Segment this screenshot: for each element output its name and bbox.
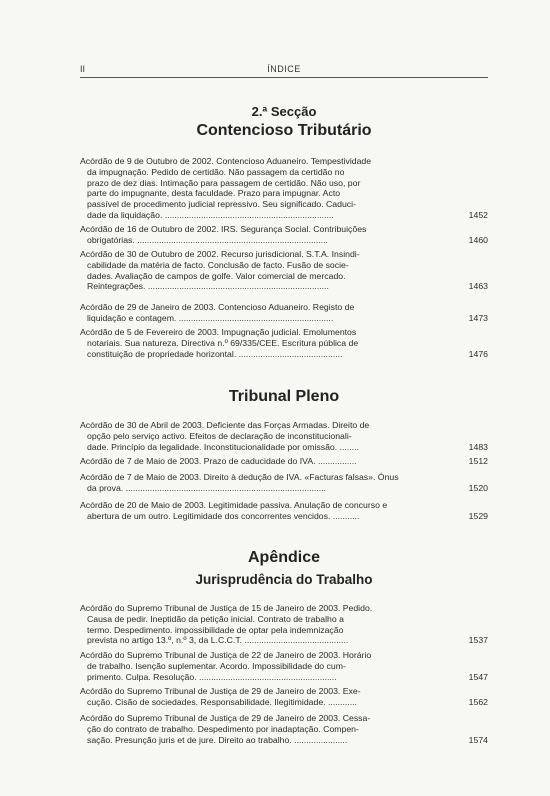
index-entry bbox=[80, 650, 488, 682]
entry-line: da prova. ................................................................................... bbox=[87, 482, 326, 493]
entry-line: Causa de pedir. Ineptidão da petição inicial. Contrato de trabalho a bbox=[87, 613, 344, 624]
entry-line: Acórdão de 30 de Abril de 2003. Deficiente das Forças Armadas. Direito de bbox=[80, 420, 370, 430]
entry-line: ção do contrato de trabalho. Despedimento por inadaptação. Compen- bbox=[87, 723, 359, 734]
entry-text bbox=[80, 472, 436, 494]
entry-line: sação. Presunção juris et de jure. Direito ao trabalho. ...................... bbox=[87, 734, 348, 745]
entry-text bbox=[80, 156, 436, 221]
entry-page-number: 1547 bbox=[468, 671, 488, 682]
page-number-roman: II bbox=[80, 64, 86, 74]
entry-page-number: 1529 bbox=[468, 510, 488, 521]
entry-line: Acórdão de 29 de Janeiro de 2003. Contencioso Aduaneiro. Registo de bbox=[80, 302, 355, 312]
entry-text bbox=[80, 302, 436, 324]
index-entry bbox=[80, 472, 488, 494]
index-entry bbox=[80, 249, 488, 292]
entry-page-number: 1460 bbox=[468, 234, 488, 245]
entry-line: Acórdão do Supremo Tribunal de Justiça de 29 de Janeiro de 2003. Exe- bbox=[80, 686, 361, 696]
entry-line: Acórdão de 20 de Maio de 2003. Legitimidade passiva. Anulação de concurso e bbox=[80, 500, 388, 510]
entry-line: Acórdão do Supremo Tribunal de Justiça de 15 de Janeiro de 2003. Pedido. bbox=[80, 603, 373, 613]
entry-line: opção pelo serviço activo. Efeitos de declaração de inconstitucionali- bbox=[87, 430, 352, 441]
entry-text bbox=[80, 500, 436, 522]
entry-line: liquidação e contagem. ................................................................ bbox=[87, 312, 334, 323]
entry-page-number: 1520 bbox=[468, 482, 488, 493]
entry-text bbox=[80, 249, 436, 292]
entry-text bbox=[80, 327, 436, 359]
entry-line: constituição de propriedade horizontal. ........................................... bbox=[87, 348, 343, 359]
entry-line: Acórdão do Supremo Tribunal de Justiça de 22 de Janeiro de 2003. Horário bbox=[80, 650, 372, 660]
entry-line: notariais. Sua natureza. Directiva n.º 69/335/CEE. Escritura pública de bbox=[87, 337, 359, 348]
entry-line: Acórdão de 5 de Fevereiro de 2003. Impugnação judicial. Emolumentos bbox=[80, 327, 357, 337]
index-entry bbox=[80, 327, 488, 359]
index-entry bbox=[80, 420, 488, 452]
entry-line: prazo de dez dias. Intimação para passagem de certidão. Não uso, por bbox=[87, 177, 361, 188]
index-entry bbox=[80, 302, 488, 324]
index-entry bbox=[80, 156, 488, 221]
entry-text bbox=[80, 686, 436, 708]
appendix-title: Apêndice bbox=[247, 549, 320, 566]
section-kicker: 2.ª Secção bbox=[251, 104, 317, 119]
index-entry bbox=[80, 603, 488, 646]
entry-line: dade da liquidação. ...................................................................... bbox=[87, 209, 334, 220]
entry-line: Acórdão de 7 de Maio de 2003. Direito à dedução de IVA. «Facturas falsas». Ónus bbox=[80, 472, 399, 482]
entry-line: dades. Avaliação de campos de golfe. Valor comercial de mercado. bbox=[87, 270, 346, 281]
entry-line: termo. Despedimento. impossibilidade de optar pela indemnização bbox=[87, 624, 344, 635]
entry-text bbox=[80, 420, 436, 452]
entry-line: Acórdão de 7 de Maio de 2003. Prazo de caducidade do IVA. ................ bbox=[80, 456, 357, 466]
index-entry bbox=[80, 456, 488, 467]
entry-text bbox=[80, 713, 436, 745]
entry-text bbox=[80, 456, 436, 467]
entry-page-number: 1452 bbox=[468, 209, 488, 220]
index-entry bbox=[80, 713, 488, 745]
entry-line: prevista no artigo 13.º, n.º 3, da L.C.C.T. ........................................... bbox=[87, 635, 349, 646]
entry-page-number: 1483 bbox=[468, 441, 488, 452]
section-title-pleno: Tribunal Pleno bbox=[228, 388, 340, 405]
entry-line: passível de procedimento judicial repressivo. Seu significado. Caduci- bbox=[87, 199, 356, 210]
running-header bbox=[80, 62, 488, 76]
entry-line: abertura de um outro. Legitimidade dos concorrentes vencidos. ........... bbox=[87, 510, 360, 521]
appendix-subtitle: Jurisprudência do Trabalho bbox=[195, 572, 373, 587]
entry-page-number: 1463 bbox=[468, 281, 488, 292]
entry-line: cução. Cisão de sociedades. Responsabilidade. Ilegitimidade. ............ bbox=[87, 696, 357, 707]
index-entry bbox=[80, 224, 488, 246]
entry-page-number: 1574 bbox=[468, 734, 488, 745]
entry-line: Acórdão de 16 de Outubro de 2002. IRS. Segurança Social. Contribuições bbox=[80, 224, 367, 234]
entry-page-number: 1473 bbox=[468, 312, 488, 323]
entry-line: Acórdão de 9 de Outubro de 2002. Contencioso Aduaneiro. Tempestividade bbox=[80, 156, 372, 166]
index-entry bbox=[80, 686, 488, 708]
entry-line: obrigatórias. ............................................................................... bbox=[87, 234, 328, 245]
entry-line: cabilidade da matéria de facto. Conclusão de facto. Fusão de socie- bbox=[87, 259, 349, 270]
header-rule bbox=[80, 77, 488, 78]
running-title: ÍNDICE bbox=[267, 64, 301, 74]
entry-page-number: 1476 bbox=[468, 348, 488, 359]
entry-text bbox=[80, 603, 436, 646]
entry-line: de trabalho. Isenção suplementar. Acordo. Impossibilidade do cum- bbox=[87, 660, 346, 671]
entry-page-number: 1512 bbox=[468, 456, 488, 466]
entry-text bbox=[80, 650, 436, 682]
entry-line: dade. Princípio da legalidade. Inconstitucionalidade por omissão. ........ bbox=[87, 441, 359, 452]
entry-line: Acórdão do Supremo Tribunal de Justiça de 29 de Janeiro de 2003. Cessa- bbox=[80, 713, 371, 723]
entry-page-number: 1537 bbox=[468, 635, 488, 646]
section-title: Contencioso Tributário bbox=[196, 122, 372, 139]
entry-line: parte do impugnante, desta faculdade. Prazo para impugnar. Acto bbox=[87, 188, 341, 199]
entry-page-number: 1562 bbox=[468, 696, 488, 707]
index-entry bbox=[80, 500, 488, 522]
entry-text bbox=[80, 224, 436, 246]
entry-line: Reintegrações. ........................................................................... bbox=[87, 281, 329, 292]
entry-line: primento. Culpa. Resolução. ......................................................... bbox=[87, 671, 337, 682]
entry-line: da impugnação. Pedido de certidão. Não passagem da certidão no bbox=[87, 166, 345, 177]
entry-line: Acórdão de 30 de Outubro de 2002. Recurso jurisdicional. S.T.A. Insindi- bbox=[80, 249, 360, 259]
